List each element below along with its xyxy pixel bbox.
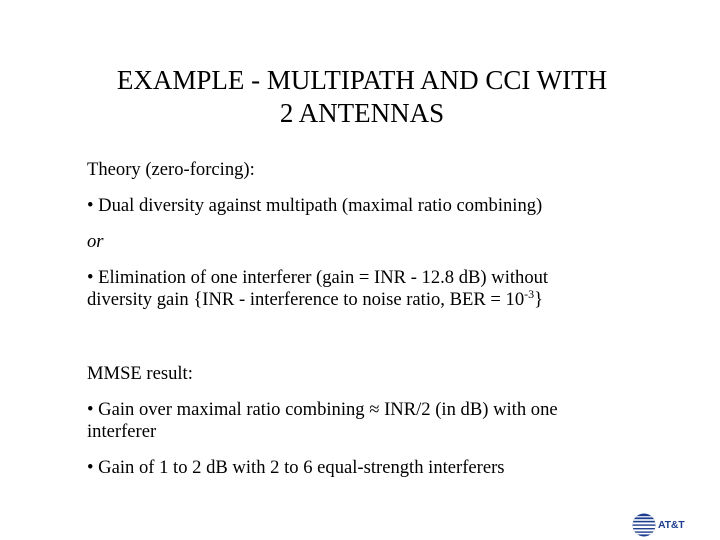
ber-definition-text: diversity gain {INR - interference to noise ratio, BER = 10 xyxy=(87,289,525,310)
closing-brace: } xyxy=(534,289,544,310)
or-connector: or xyxy=(87,231,104,252)
theory-heading: Theory (zero-forcing): xyxy=(87,159,255,180)
theory-bullet-interferer-elimination-line-2 xyxy=(87,289,543,311)
mmse-bullet-gain-multiple-interferers: • Gain of 1 to 2 dB with 2 to 6 equal-strength interferers xyxy=(87,457,505,478)
mmse-bullet-gain-one-interferer-line-2: interferer xyxy=(87,421,157,442)
slide-title-line-2: 2 ANTENNAS xyxy=(279,98,445,128)
att-globe-icon xyxy=(632,513,656,537)
theory-bullet-dual-diversity: • Dual diversity against multipath (maximal ratio combining) xyxy=(87,195,543,216)
slide-title xyxy=(0,64,720,130)
slide-title-line-1: EXAMPLE - MULTIPATH AND CCI WITH xyxy=(116,65,608,95)
mmse-bullet-gain-one-interferer-line-1: • Gain over maximal ratio combining ≈ INR/2 (in dB) with one xyxy=(87,399,558,420)
att-logo xyxy=(632,512,684,538)
theory-bullet-interferer-elimination-line-1: • Elimination of one interferer (gain = INR - 12.8 dB) without xyxy=(87,267,549,288)
mmse-heading: MMSE result: xyxy=(87,363,193,384)
ber-exponent: -3 xyxy=(524,287,535,301)
att-logo-text: AT&T xyxy=(658,519,685,531)
